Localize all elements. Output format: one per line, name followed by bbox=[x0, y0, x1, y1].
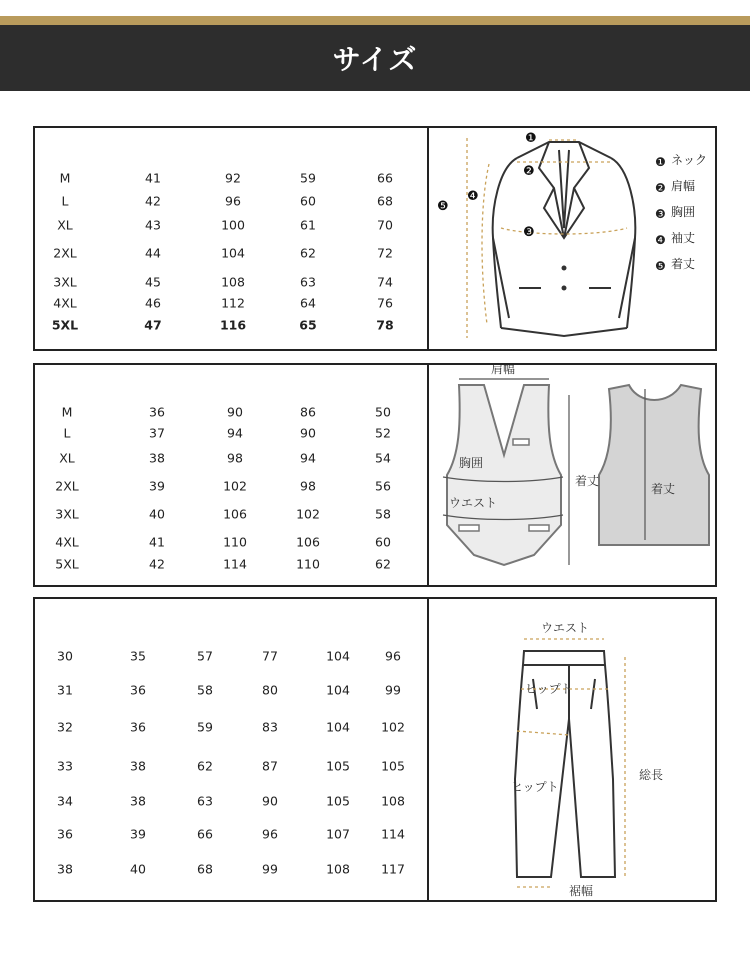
header-cell: ウエスト bbox=[237, 603, 303, 622]
vest-size-table bbox=[35, 365, 429, 585]
header-cell: 胸囲 bbox=[216, 132, 250, 151]
legend-label: 着丈 bbox=[671, 257, 696, 271]
vest-shoulder-label: 肩幅 bbox=[491, 365, 516, 376]
value-cell: 102 bbox=[296, 506, 320, 522]
value-cell: 47 bbox=[144, 317, 162, 333]
value-cell: 104 bbox=[326, 682, 350, 698]
value-cell: 68 bbox=[377, 193, 393, 209]
pants-hem-label: 裾幅 bbox=[569, 884, 594, 898]
value-cell: 63 bbox=[197, 793, 213, 809]
size-cell: L bbox=[63, 425, 71, 441]
value-cell: 87 bbox=[262, 758, 278, 774]
value-cell: 66 bbox=[197, 826, 213, 842]
header-cell: わたり幅 bbox=[172, 603, 238, 622]
value-cell: 35 bbox=[130, 648, 146, 664]
marker-5: ❺ bbox=[437, 199, 449, 214]
value-cell: 108 bbox=[326, 861, 350, 877]
value-cell: 38 bbox=[130, 793, 146, 809]
value-cell: 39 bbox=[149, 478, 165, 494]
legend-label: 肩幅 bbox=[671, 179, 696, 193]
value-cell: 40 bbox=[130, 861, 146, 877]
value-cell: 36 bbox=[130, 719, 146, 735]
value-cell: 60 bbox=[375, 534, 391, 550]
legend-num: ❸ bbox=[655, 207, 666, 221]
marker-2: ❷ bbox=[523, 164, 535, 179]
value-cell: 62 bbox=[300, 245, 316, 261]
size-cell: M bbox=[61, 404, 73, 420]
value-cell: 90 bbox=[262, 793, 278, 809]
value-cell: 68 bbox=[197, 861, 213, 877]
pants-waist-label: ウエスト bbox=[541, 621, 590, 635]
value-cell: 74 bbox=[377, 274, 393, 290]
size-cell: 4XL bbox=[53, 295, 77, 311]
value-cell: 54 bbox=[375, 450, 391, 466]
header-cell: 裾幅 bbox=[121, 603, 155, 622]
pants-total-label: 総長 bbox=[639, 768, 664, 782]
value-cell: 110 bbox=[296, 556, 320, 572]
legend-label: ネック bbox=[671, 153, 708, 167]
value-cell: 60 bbox=[300, 193, 316, 209]
pants-size-section bbox=[33, 597, 717, 902]
header-cell: 袖丈 bbox=[291, 369, 325, 388]
value-cell: 41 bbox=[149, 534, 165, 550]
legend-num: ❷ bbox=[655, 181, 666, 195]
value-cell: 104 bbox=[326, 719, 350, 735]
jacket-legend bbox=[655, 153, 707, 273]
value-cell: 98 bbox=[227, 450, 243, 466]
value-cell: 45 bbox=[145, 274, 161, 290]
size-cell: 4XL bbox=[55, 534, 79, 550]
size-cell: 34 bbox=[57, 793, 73, 809]
pants-size-table bbox=[35, 599, 429, 900]
vest-chest-label: 胸囲 bbox=[459, 456, 484, 470]
header-cell: 肩幅 bbox=[140, 369, 174, 388]
size-cell: L bbox=[61, 193, 69, 209]
value-cell: 72 bbox=[377, 245, 393, 261]
value-cell: 62 bbox=[375, 556, 391, 572]
pants-hip-label: ヒップト bbox=[525, 682, 573, 696]
value-cell: 36 bbox=[130, 682, 146, 698]
marker-3: ❸ bbox=[523, 225, 535, 240]
header-cell: 着丈 bbox=[366, 369, 400, 388]
vest-length-label: 着丈 bbox=[575, 474, 600, 488]
header-cell: サイズ bbox=[43, 369, 91, 388]
value-cell: 59 bbox=[197, 719, 213, 735]
size-cell: 2XL bbox=[53, 245, 77, 261]
pants-diagram bbox=[429, 599, 715, 900]
value-cell: 99 bbox=[385, 682, 401, 698]
value-cell: 98 bbox=[300, 478, 316, 494]
value-cell: 114 bbox=[223, 556, 247, 572]
value-cell: 41 bbox=[145, 170, 161, 186]
value-cell: 61 bbox=[300, 217, 316, 233]
value-cell: 105 bbox=[381, 758, 405, 774]
value-cell: 104 bbox=[221, 245, 245, 261]
value-cell: 90 bbox=[227, 404, 243, 420]
size-cell: 5XL bbox=[51, 317, 79, 333]
value-cell: 59 bbox=[300, 170, 316, 186]
value-cell: 107 bbox=[326, 826, 350, 842]
value-cell: 38 bbox=[149, 450, 165, 466]
value-cell: 105 bbox=[326, 793, 350, 809]
value-cell: 76 bbox=[377, 295, 393, 311]
value-cell: 70 bbox=[377, 217, 393, 233]
page-title-banner bbox=[0, 25, 750, 91]
marker-1: ❶ bbox=[525, 131, 537, 146]
value-cell: 112 bbox=[221, 295, 245, 311]
value-cell: 102 bbox=[223, 478, 247, 494]
size-cell: XL bbox=[59, 450, 75, 466]
size-cell: 2XL bbox=[55, 478, 79, 494]
value-cell: 57 bbox=[197, 648, 213, 664]
jacket-markers bbox=[437, 131, 537, 240]
value-cell: 43 bbox=[145, 217, 161, 233]
size-cell: M bbox=[59, 170, 71, 186]
value-cell: 94 bbox=[300, 450, 316, 466]
value-cell: 39 bbox=[130, 826, 146, 842]
header-cell: サイズ bbox=[41, 603, 89, 622]
marker-4: ❹ bbox=[467, 189, 479, 204]
value-cell: 77 bbox=[262, 648, 278, 664]
vest-waist-label: ウエスト bbox=[449, 496, 498, 510]
value-cell: 58 bbox=[375, 506, 391, 522]
value-cell: 110 bbox=[223, 534, 247, 550]
value-cell: 100 bbox=[221, 217, 245, 233]
header-cell: 着丈 bbox=[368, 132, 402, 151]
size-cell: 3XL bbox=[53, 274, 77, 290]
size-cell: 5XL bbox=[55, 556, 79, 572]
value-cell: 42 bbox=[145, 193, 161, 209]
legend-label: 袖丈 bbox=[671, 231, 696, 245]
legend-label: 胸囲 bbox=[671, 205, 696, 219]
header-cell: 総長 bbox=[321, 603, 355, 622]
value-cell: 117 bbox=[381, 861, 405, 877]
value-cell: 37 bbox=[149, 425, 165, 441]
value-cell: 63 bbox=[300, 274, 316, 290]
value-cell: 64 bbox=[300, 295, 316, 311]
size-cell: 32 bbox=[57, 719, 73, 735]
value-cell: 96 bbox=[262, 826, 278, 842]
vest-diagram bbox=[429, 365, 715, 585]
jacket-size-table bbox=[35, 128, 429, 349]
value-cell: 50 bbox=[375, 404, 391, 420]
jacket-size-section bbox=[33, 126, 717, 351]
legend-num: ❹ bbox=[655, 233, 666, 247]
size-cell: 36 bbox=[57, 826, 73, 842]
value-cell: 94 bbox=[227, 425, 243, 441]
header-cell: ヒップ bbox=[369, 603, 417, 622]
header-cell: サイズ bbox=[41, 132, 89, 151]
size-cell: 38 bbox=[57, 861, 73, 877]
size-cell: XL bbox=[57, 217, 73, 233]
pants-thigh-label: ヒップト bbox=[511, 780, 559, 794]
value-cell: 58 bbox=[197, 682, 213, 698]
page-title: サイズ bbox=[332, 43, 418, 76]
header-cell: 肩幅 bbox=[136, 132, 170, 151]
size-cell: 3XL bbox=[55, 506, 79, 522]
size-cell: 30 bbox=[57, 648, 73, 664]
value-cell: 66 bbox=[377, 170, 393, 186]
value-cell: 90 bbox=[300, 425, 316, 441]
value-cell: 44 bbox=[145, 245, 161, 261]
jacket-diagram bbox=[429, 128, 715, 349]
value-cell: 83 bbox=[262, 719, 278, 735]
value-cell: 62 bbox=[197, 758, 213, 774]
size-cell: 33 bbox=[57, 758, 73, 774]
value-cell: 56 bbox=[375, 478, 391, 494]
vest-back-length-label: 着丈 bbox=[651, 482, 676, 496]
value-cell: 96 bbox=[385, 648, 401, 664]
value-cell: 78 bbox=[376, 317, 394, 333]
value-cell: 38 bbox=[130, 758, 146, 774]
value-cell: 40 bbox=[149, 506, 165, 522]
value-cell: 114 bbox=[381, 826, 405, 842]
legend-num: ❺ bbox=[655, 259, 666, 273]
gold-accent-bar bbox=[0, 16, 750, 25]
value-cell: 106 bbox=[296, 534, 320, 550]
header-cell: 袖丈 bbox=[291, 132, 325, 151]
value-cell: 104 bbox=[326, 648, 350, 664]
header-cell: 胸囲 bbox=[218, 369, 252, 388]
value-cell: 80 bbox=[262, 682, 278, 698]
value-cell: 99 bbox=[262, 861, 278, 877]
vest-size-section bbox=[33, 363, 717, 587]
value-cell: 105 bbox=[326, 758, 350, 774]
value-cell: 102 bbox=[381, 719, 405, 735]
value-cell: 116 bbox=[219, 317, 247, 333]
value-cell: 36 bbox=[149, 404, 165, 420]
value-cell: 106 bbox=[223, 506, 247, 522]
value-cell: 92 bbox=[225, 170, 241, 186]
value-cell: 108 bbox=[221, 274, 245, 290]
value-cell: 65 bbox=[299, 317, 317, 333]
legend-num: ❶ bbox=[655, 155, 666, 169]
value-cell: 46 bbox=[145, 295, 161, 311]
size-cell: 31 bbox=[57, 682, 73, 698]
value-cell: 52 bbox=[375, 425, 391, 441]
value-cell: 86 bbox=[300, 404, 316, 420]
value-cell: 108 bbox=[381, 793, 405, 809]
value-cell: 96 bbox=[225, 193, 241, 209]
value-cell: 42 bbox=[149, 556, 165, 572]
